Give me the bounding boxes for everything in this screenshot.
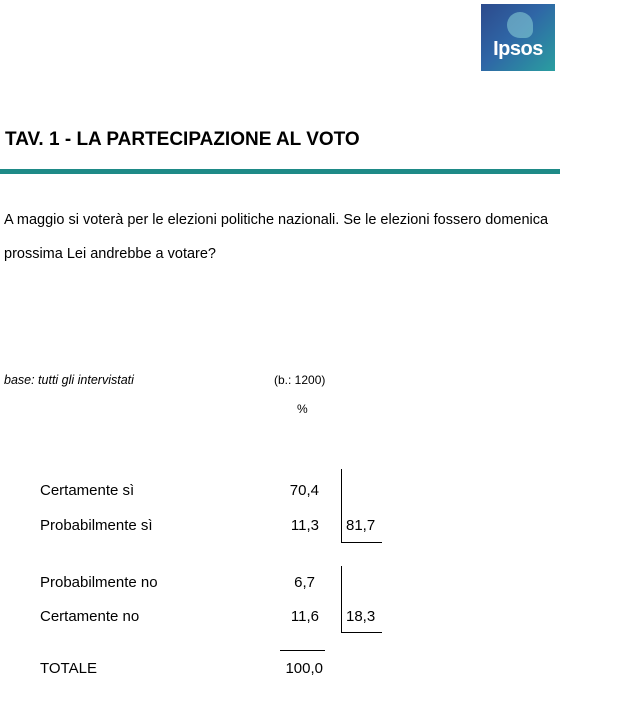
logo-text: Ipsos: [493, 38, 543, 60]
bracket-yes-horizontal: [341, 542, 382, 543]
title-divider: [0, 169, 560, 174]
ipsos-logo: [481, 4, 555, 71]
sample-size: (b.: 1200): [274, 373, 326, 387]
survey-question: A maggio si voterà per le elezioni politiche nazionali. Se le elezioni fossero domenica prossima Lei andrebbe a votare?: [4, 212, 549, 262]
subtotal-no: 18,3: [346, 608, 376, 625]
row-value-certamente-si: 70,4: [289, 482, 319, 499]
percent-unit: %: [297, 402, 308, 416]
bracket-no-vertical: [341, 566, 342, 632]
total-value: 100,0: [285, 660, 323, 677]
bracket-yes-vertical: [341, 469, 342, 542]
row-label-probabilmente-no: Probabilmente no: [40, 574, 158, 591]
row-value-probabilmente-no: 6,7: [294, 574, 315, 591]
row-label-probabilmente-si: Probabilmente sì: [40, 517, 153, 534]
row-label-certamente-no: Certamente no: [40, 608, 140, 625]
total-divider: [280, 650, 325, 651]
subtotal-yes: 81,7: [346, 517, 376, 534]
row-value-probabilmente-si: 11,3: [290, 517, 319, 534]
row-value-certamente-no: 11,6: [290, 608, 319, 625]
logo-emblem-icon: [507, 12, 533, 38]
total-label: TOTALE: [40, 660, 97, 677]
base-label: base: tutti gli intervistati: [4, 373, 134, 387]
table-title: TAV. 1 - LA PARTECIPAZIONE AL VOTO: [5, 129, 360, 150]
bracket-no-horizontal: [341, 632, 382, 633]
row-label-certamente-si: Certamente sì: [40, 482, 135, 499]
